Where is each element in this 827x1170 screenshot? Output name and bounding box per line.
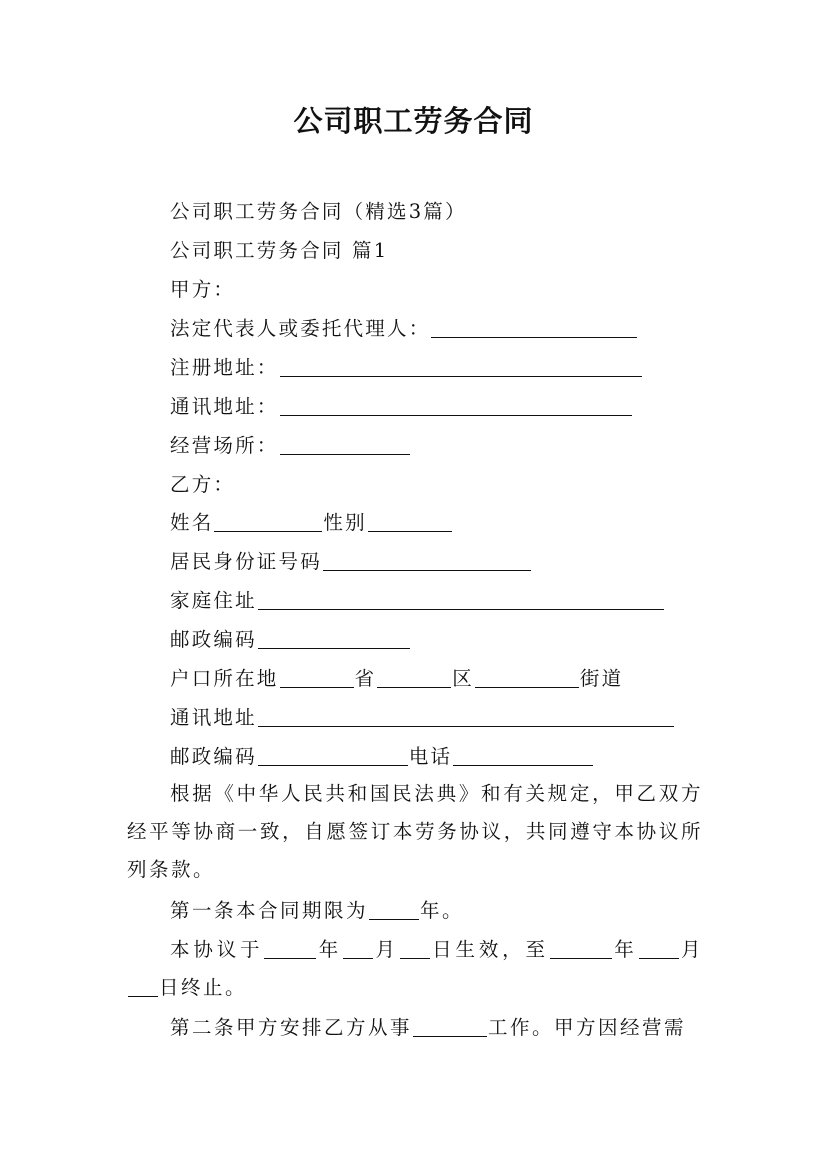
- clause-2-paragraph: 第二条甲方安排乙方从事 工作。甲方因经营需: [170, 1016, 687, 1039]
- name-label: 姓名: [170, 511, 214, 534]
- province-blank: [377, 667, 451, 688]
- home-address-blank: [258, 589, 664, 610]
- postcode-2-label: 邮政编码: [170, 745, 257, 768]
- id-number-label: 居民身份证号码: [170, 550, 322, 573]
- mail-address-a-label: 通讯地址：: [170, 395, 279, 418]
- mail-address-b-blank: [258, 706, 674, 727]
- name-blank: [214, 511, 322, 532]
- mail-address-a-blank: [280, 395, 632, 416]
- phone-label: 电话: [408, 745, 453, 768]
- postcode-1-label: 邮政编码: [170, 628, 257, 651]
- start-month-blank: [343, 938, 373, 959]
- article-heading: 公司职工劳务合同 篇1: [170, 239, 389, 262]
- party-b-label: 乙方：: [170, 473, 236, 496]
- end-year-blank: [550, 938, 612, 959]
- district-label: 区: [452, 667, 474, 690]
- start-day-blank: [400, 938, 430, 959]
- name-gender-row: [170, 509, 453, 537]
- mail-address-b-row: [170, 704, 675, 732]
- id-number-row: [170, 548, 532, 576]
- province-label: 省: [354, 667, 377, 690]
- business-place-blank: [280, 434, 410, 455]
- legal-rep-blank: [431, 317, 637, 338]
- legal-rep-row: [170, 315, 638, 343]
- basis-paragraph: 根据《中华人民共和国民法典》和有关规定，甲乙双方经平等协商一致，自愿签订本劳务协议，共同遵守本协议所列条款。: [127, 782, 703, 881]
- end-day-blank: [128, 976, 158, 997]
- gender-blank: [368, 511, 452, 532]
- legal-rep-label: 法定代表人或委托代理人：: [170, 317, 431, 340]
- party-a-label: 甲方：: [170, 278, 236, 301]
- street-label: 街道: [579, 667, 624, 690]
- term-years-blank: [369, 899, 419, 920]
- postcode-phone-row: [170, 743, 594, 771]
- home-address-row: [170, 587, 665, 615]
- hukou-label: 户口所在地: [170, 667, 279, 690]
- home-address-label: 家庭住址: [170, 589, 257, 612]
- business-place-label: 经营场所：: [170, 434, 279, 457]
- mail-address-b-label: 通讯地址: [170, 706, 257, 729]
- subtitle: 公司职工劳务合同（精选3篇）: [170, 200, 467, 223]
- postcode-2-blank: [258, 745, 408, 766]
- business-place-row: [170, 432, 411, 460]
- clause-1-paragraph: 第一条本合同期限为 年。: [170, 899, 465, 922]
- mail-address-a-row: [170, 393, 633, 421]
- id-number-blank: [323, 550, 531, 571]
- postcode-1-blank: [258, 628, 410, 649]
- hukou-row: [170, 665, 623, 693]
- document-title: 公司职工劳务合同: [293, 104, 534, 138]
- reg-address-blank: [280, 356, 642, 377]
- start-year-blank: [264, 938, 316, 959]
- reg-address-row: [170, 354, 643, 382]
- hukou-blank: [280, 667, 354, 688]
- phone-blank: [453, 745, 593, 766]
- effective-period-paragraph: 本协议于 年 月 日生效，至 年 月日终止。: [127, 931, 703, 1007]
- postcode-1-row: [170, 626, 411, 654]
- gender-label: 性别: [323, 511, 367, 534]
- end-month-blank: [639, 938, 679, 959]
- job-blank: [413, 1016, 487, 1037]
- reg-address-label: 注册地址：: [170, 356, 279, 379]
- district-blank: [475, 667, 579, 688]
